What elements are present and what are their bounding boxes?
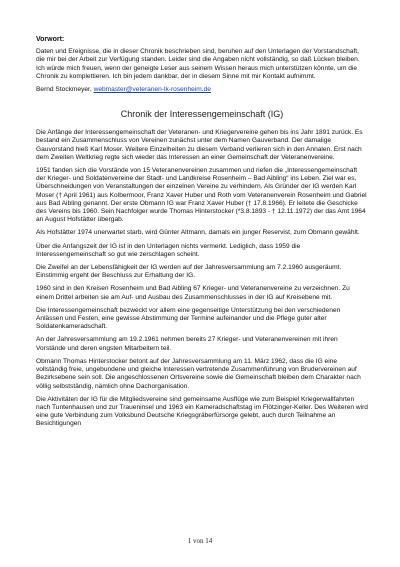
author-signature [36,86,368,94]
author-email-link[interactable]: webmaster@veteranen-lk-rosenheim.de [93,86,211,94]
chronik-paragraph: 1951 fanden sich die Vorstände von 15 Veteranenvereinen zusammen und riefen die „Interessengemeinschaft der Krieger- und Soldatenvereine der Stadt- und Landkreise Rosenheim – Bad Aibling“ ins Leben. Ziel war es, Überschneidungen von Veranstaltungen der einzelnen Vereine zu verhindern. Als Gründer der IG werden Karl Moser († April 1961) aus Kolbermoor, Franz Xaver Huber und Roth vom Veteranenverein Rosenheim und Gabriel aus Bad Aibling genannt. Der erste Obmann IG war Franz Xaver Huber († 17.8.1966). Er leitete die Geschicke des Vereins bis 1960. Sein Nachfolger wurde Thomas Hinterstocker (*3.8.1893 - † 12.11.1972) der das Amt 1964 an August Hofstätter übergab. [36,167,367,224]
chronik-paragraph: An der Jahresversammlung am 19.2.1961 nehmen bereits 27 Krieger- und Veteranenvereinen mit ihren Vorstände und deren engsten Mitarbeitern teil. [36,336,338,352]
page-number: 1 von 14 [187,537,213,545]
chronik-paragraph: Die Interessengemeinschaft bezweckt vor allem eine gegenseitige Unterstützung bei den verschiedenen Anlässen und Festen, eine gewisse Abstimmung der Termine aufeinander und die Pflege guter alter Soldatenkameradschaft. [36,306,341,331]
chronik-paragraph: 1960 sind in den Kreisen Rosenheim und Bad Aibling 67 Krieger- und Veteranenvereine zu verzeichnen. Zu einem Drittel arbeiten sie am Auf- und Ausbau des Zusammenschlusses in der IG auf Kreisebene mit. [36,285,350,301]
chronik-paragraph: Obmann Thomas Hinterstocker betont auf der Jahresversammlung am 11. März 1962, dass die IG eine vollständig freie, ungebundene und gleiche Interessen vertretende Zusammenführung von Brudervereinen auf Bezirksebene sein soll. Die angeschlossenen Ortsvereine sowie die Gemeinschaft bleiben dem Charakter nach völlig selbstständig, nämlich ohne Dachorganisation. [36,357,361,390]
chronik-paragraph: Die Anfänge der Interessengemeinschaft der Veteranen- und Kriegervereine gehen bis ins Jahr 1891 zurück. Es bestand ein Zusammenschluss von Vereinen zunächst unter dem Namen Gauverband. Der damalige Gauvorstand hieß Karl Moser. Weitere Einzelheiten zu diesem Verband verlieren sich in den Annalen. Erst nach dem Zweiten Weltkrieg regte sich wieder das Interessen an einer Gemeinschaft der Veteranenvereine. [36,129,363,161]
author-name: Bernd Stockmeyer, [36,86,92,94]
chronik-title: Chronik der Interessengemeinschaft (IG) [120,109,284,120]
vorwort-text: Daten und Ereignisse, die in dieser Chronik beschrieben sind, beruhen auf den Unterlagen der Vorstandschaft, die mir bei der Arbeit zur Verfügung standen. Leider sind die Angaben nicht vollständig, so daß Lücken bleiben. Ich würde mich freuen, wenn der geneigte Leser aus seinem Wissen heraus mich unterstützen könnte, um die Chronik zu komplettieren. Ich bin jedem dankbar, der in diesem Sinne mit mir Kontakt aufnimmt. [36,48,360,80]
chronik-paragraph: Als Hofstätter 1974 unerwartet starb, wird Günter Altmann, damals ein junger Reservist, zum Obmann gewählt. [36,229,360,237]
chronik-paragraph: Die Aktivitäten der IG für die Mitgliedsvereine sind gemeinsame Ausflüge wie zum Beispiel Kriegerwallfahrten nach Tuntenhausen und zur Traueninsel und 1963 ein Kameradschaftstag im Flötzinger-Keller. Des Weiteren wird eine gute Verbindung zum Volksbund Deutsche Kriegsgräberfürsorge gelebt, auch durch Teilnahme an Besichtigungen [36,395,368,428]
page-content [36,36,368,434]
vorwort-heading: Vorwort: [36,36,65,43]
chronik-paragraph: Die Zweifel an der Lebensfähigkeit der IG werden auf der Jahresversammlung am 7.2.1960 ausgeräumt. Einstimmig ergeht der Beschluss zur Erhaltung der IG. [36,264,342,280]
chronik-paragraph: Über die Anfangszeit der IG ist in den Unterlagen nichts vermerkt. Lediglich, dass 1959 die Interessengemeinschaft so gut wie zerschlagen scheint. [36,242,301,258]
